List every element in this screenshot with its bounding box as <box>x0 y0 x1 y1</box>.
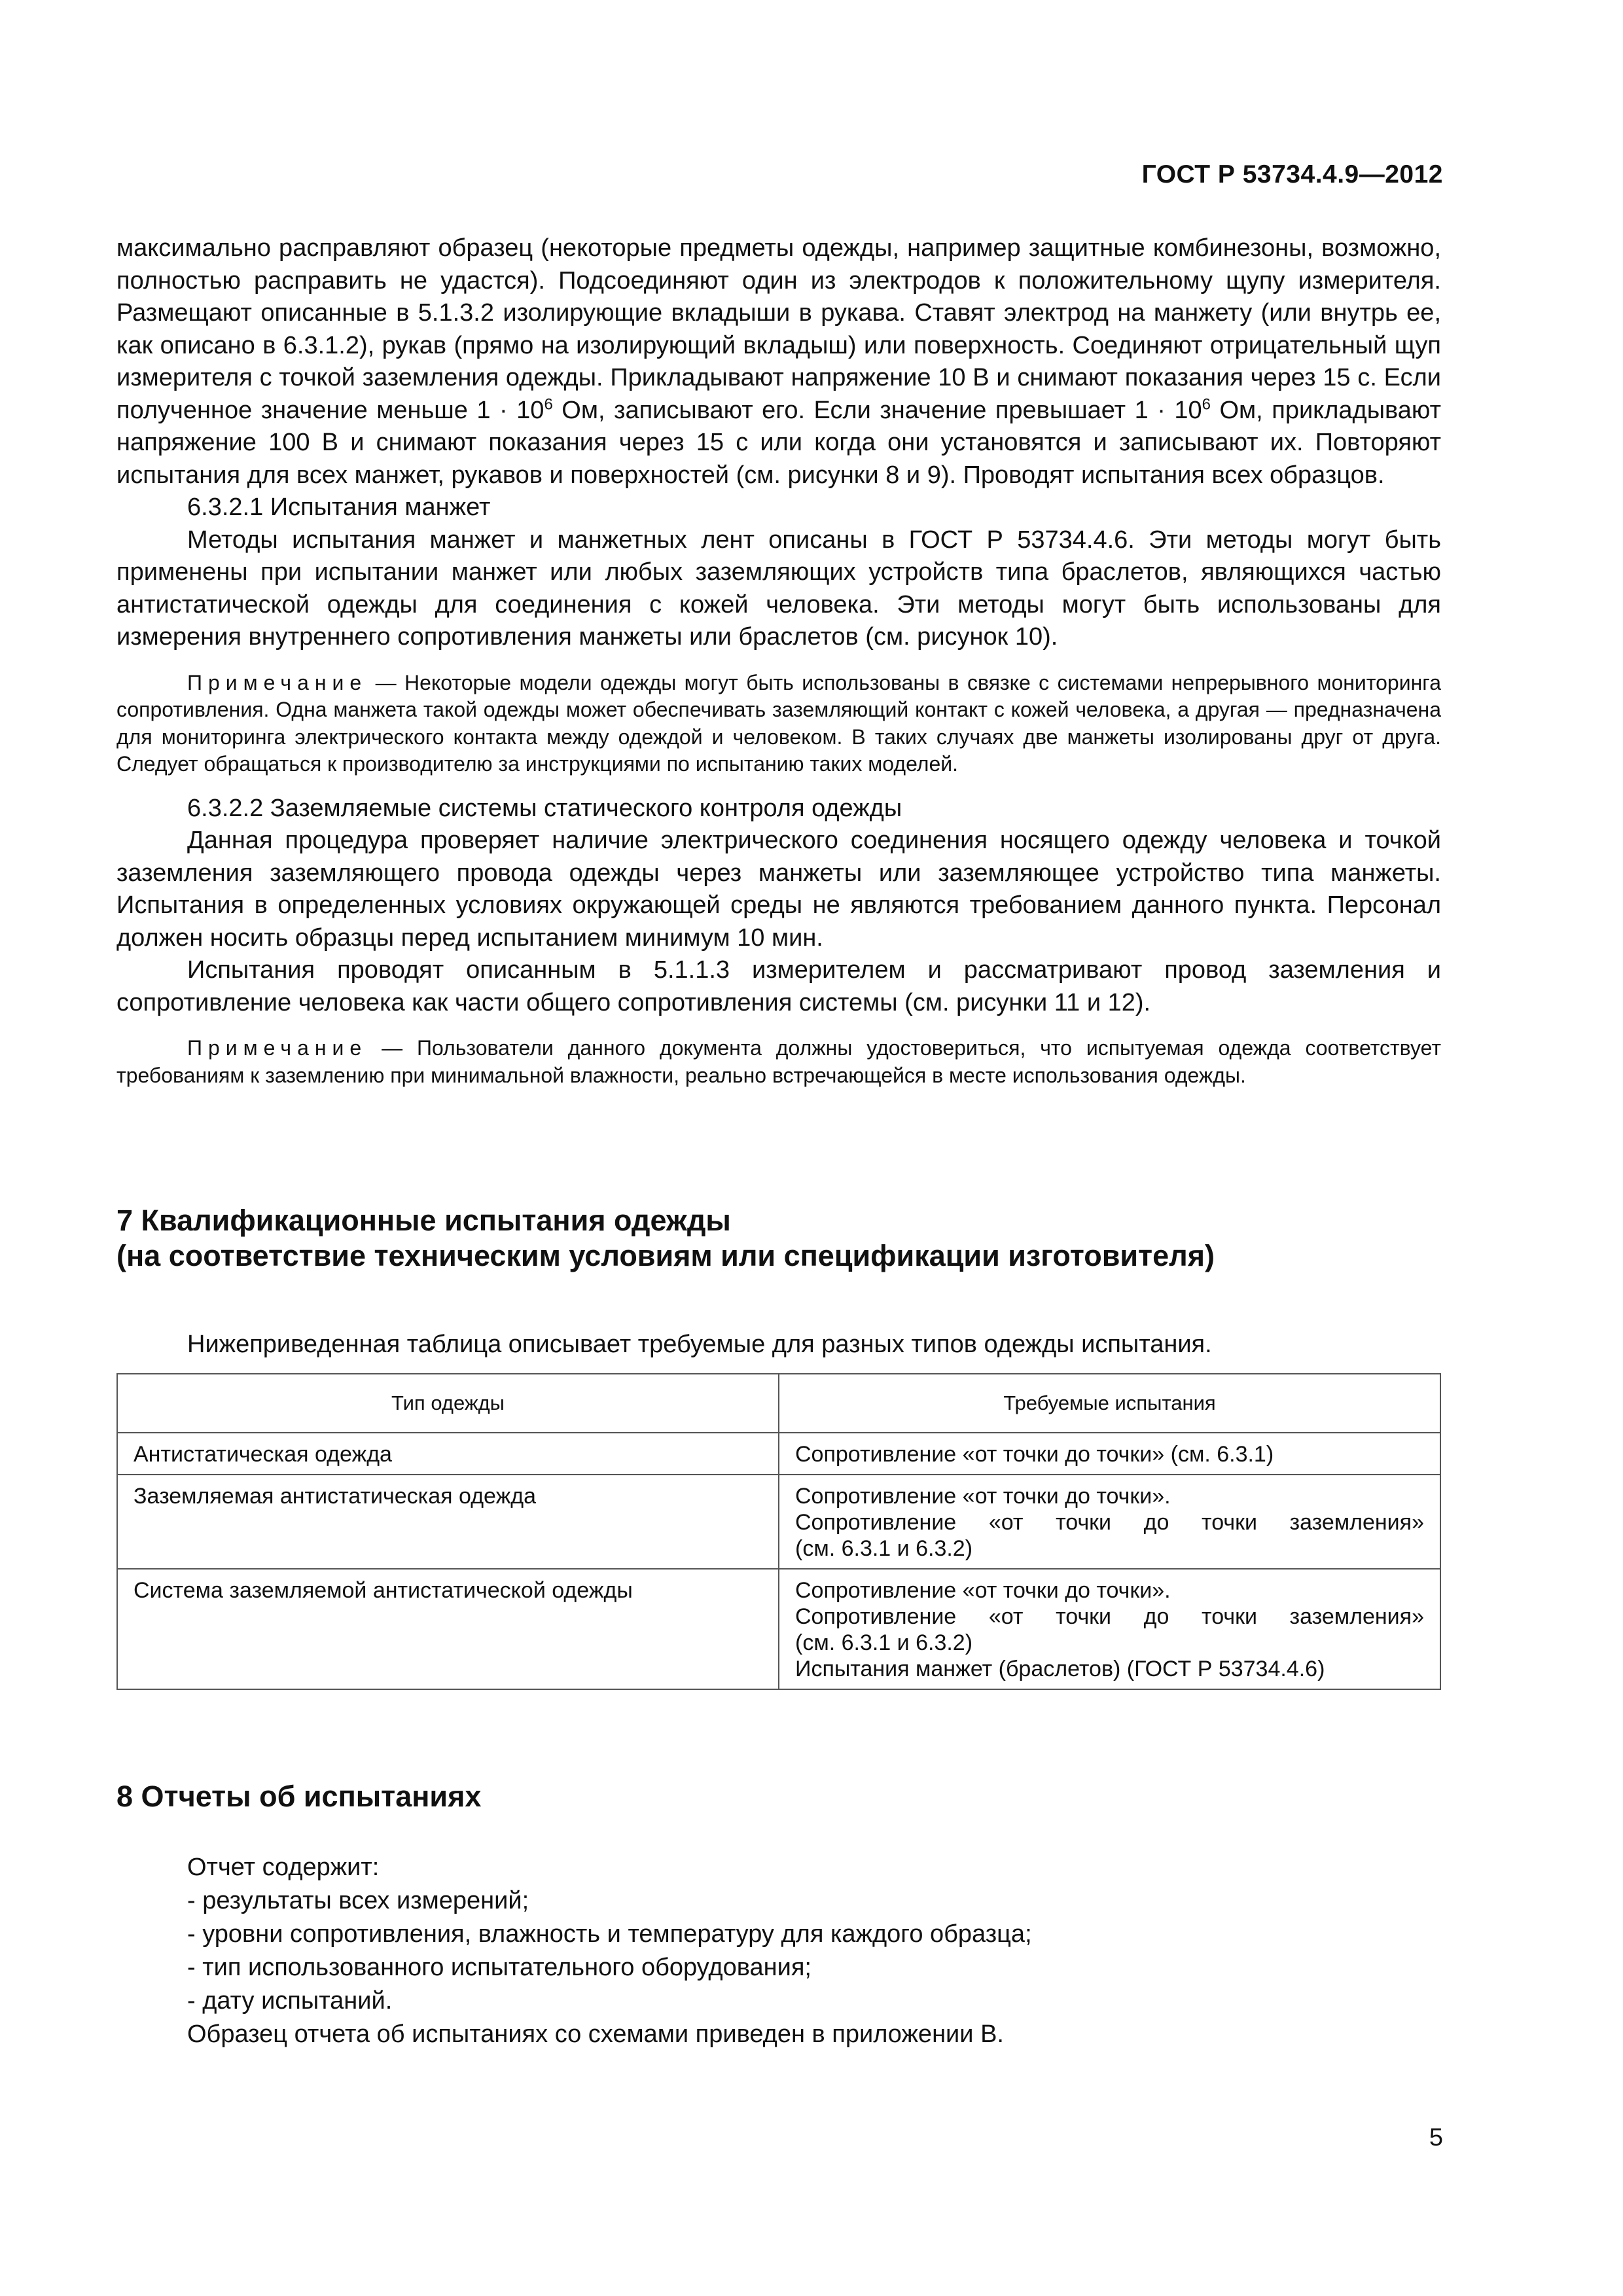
table-cell-tests <box>779 1569 1440 1689</box>
section-7-heading-line-1: 7 Квалификационные испытания одежды <box>116 1204 731 1237</box>
section-6-text <box>116 232 1441 1089</box>
note-1-label: Примечание <box>187 670 368 694</box>
test-line: Сопротивление «от точки до точки». <box>795 1578 1171 1603</box>
table-cell-type: Система заземляемой антистатической одежды <box>117 1569 779 1689</box>
report-intro: Отчет содержит: <box>187 1854 380 1881</box>
requirements-table <box>116 1373 1441 1690</box>
subsection-6322-text-2: Испытания проводят описанным в 5.1.1.3 измерителем и рассматривают провод заземления и сопротивление человека как части общего сопротивления системы (см. рисунки 11 и 12). <box>116 956 1441 1016</box>
note-2-label: Примечание <box>187 1036 368 1060</box>
exponent-1: 6 <box>544 395 553 413</box>
intro-part-3: Ом, прикладывают напряжение 100 В и снимают показания через 15 с или когда они установятся и записывают их. Повторяют испытания для всех манжет, рукавов и поверхностей (см. рисунки 8 и 9). Проводят испытания всех образцов. <box>116 396 1441 489</box>
table-header-row <box>117 1374 1440 1433</box>
note-1 <box>116 670 1441 778</box>
subsection-6321-title: 6.3.2.1 Испытания манжет <box>187 493 491 521</box>
table-header-type: Тип одежды <box>117 1374 779 1433</box>
test-line: Сопротивление «от точки до точки заземления» <box>795 1510 1424 1535</box>
exponent-2: 6 <box>1202 395 1211 413</box>
document-code-header: ГОСТ Р 53734.4.9—2012 <box>1141 160 1443 188</box>
table-intro: Нижеприведенная таблица описывает требуемые для разных типов одежды испытания. <box>187 1331 1212 1358</box>
section-7-heading <box>116 1203 1441 1274</box>
section-7-intro <box>116 1329 1441 1361</box>
list-item: - уровни сопротивления, влажность и температуру для каждого образца; <box>187 1920 1032 1948</box>
table-cell-tests <box>779 1475 1440 1569</box>
test-line: Сопротивление «от точки до точки заземления» <box>795 1604 1424 1629</box>
intro-paragraph <box>116 232 1441 492</box>
intro-part-1: максимально расправляют образец (некоторые предметы одежды, например защитные комбинезоны, возможно, полностью расправить не удастся). Подсоединяют один из электродов к положительному щупу измерителя. Размещают описанные в 5.1.3.2 изолирующие вкладыши в рукава. Ставят электрод на манжету (или внутрь ее, как описано в 6.3.1.2), рукав (прямо на изолирующий вкладыш) или поверхность. Соединяют отрицательный щуп измерителя с точкой заземления одежды. Прикладывают напряжение 10 В и снимают показания через 15 с. Если полученное значение меньше 1 · 10 <box>116 234 1441 424</box>
note-2 <box>116 1035 1441 1089</box>
test-line: (см. 6.3.1 и 6.3.2) <box>795 1630 973 1655</box>
report-closing: Образец отчета об испытаниях со схемами приведен в приложении В. <box>187 2020 1004 2048</box>
section-7-heading-line-2: (на соответствие техническим условиям или спецификации изготовителя) <box>116 1239 1215 1272</box>
list-item: - результаты всех измерений; <box>187 1887 529 1914</box>
subsection-6322-text-1: Данная процедура проверяет наличие электрического соединения носящего одежду человека и точкой заземления заземляющего провода одежды через манжеты или заземляющее устройство типа манжеты. Испытания в определенных условиях окружающей среды не являются требованием данного пункта. Персонал должен носить образцы перед испытанием минимум 10 мин. <box>116 827 1441 952</box>
table-cell-tests <box>779 1433 1440 1475</box>
subsection-6321-text: Методы испытания манжет и манжетных лент описаны в ГОСТ Р 53734.4.6. Эти методы могут быть применены при испытании манжет или любых заземляющих устройств типа браслетов, являющихся частью антистатической одежды для соединения с кожей человека. Эти методы могут быть использованы для измерения внутреннего сопротивления манжеты или браслетов (см. рисунок 10). <box>116 526 1441 651</box>
intro-part-2: Ом, записывают его. Если значение превышает 1 · 10 <box>552 396 1202 424</box>
page-number: 5 <box>1429 2124 1443 2151</box>
note-1-text: — Некоторые модели одежды могут быть использованы в связке с системами непрерывного мониторинга сопротивления. Одна манжета такой одежды может обеспечивать заземляющий контакт с кожей человека, а другая — предназначена для мониторинга электрического контакта между одеждой и человеком. В таких случаях две манжеты изолированы друг от друга. Следует обращаться к производителю за инструкциями по испытанию таких моделей. <box>116 670 1441 776</box>
table-cell-type: Заземляемая антистатическая одежда <box>117 1475 779 1569</box>
test-line: Испытания манжет (браслетов) (ГОСТ Р 53734.4.6) <box>795 1657 1325 1681</box>
list-item: - дату испытаний. <box>187 1987 393 2015</box>
test-line: (см. 6.3.1 и 6.3.2) <box>795 1536 973 1561</box>
test-line: Сопротивление «от точки до точки». <box>795 1484 1171 1509</box>
note-2-text: — Пользователи данного документа должны удостовериться, что испытуемая одежда соответствует требованиям к заземлению при минимальной влажности, реально встречающейся в месте использования одежды. <box>116 1036 1441 1087</box>
subsection-6322-title: 6.3.2.2 Заземляемые системы статического контроля одежды <box>187 794 902 822</box>
list-item: - тип использованного испытательного оборудования; <box>187 1954 812 1981</box>
section-8-body <box>187 1851 1441 2051</box>
section-8-heading-block <box>116 1779 1441 1814</box>
table-row <box>117 1433 1440 1475</box>
section-8-heading: 8 Отчеты об испытаниях <box>116 1780 482 1813</box>
table-header-tests: Требуемые испытания <box>779 1374 1440 1433</box>
table-row <box>117 1569 1440 1689</box>
table-row <box>117 1475 1440 1569</box>
table-cell-type: Антистатическая одежда <box>117 1433 779 1475</box>
test-line: Сопротивление «от точки до точки» (см. 6.3.1) <box>795 1442 1274 1467</box>
